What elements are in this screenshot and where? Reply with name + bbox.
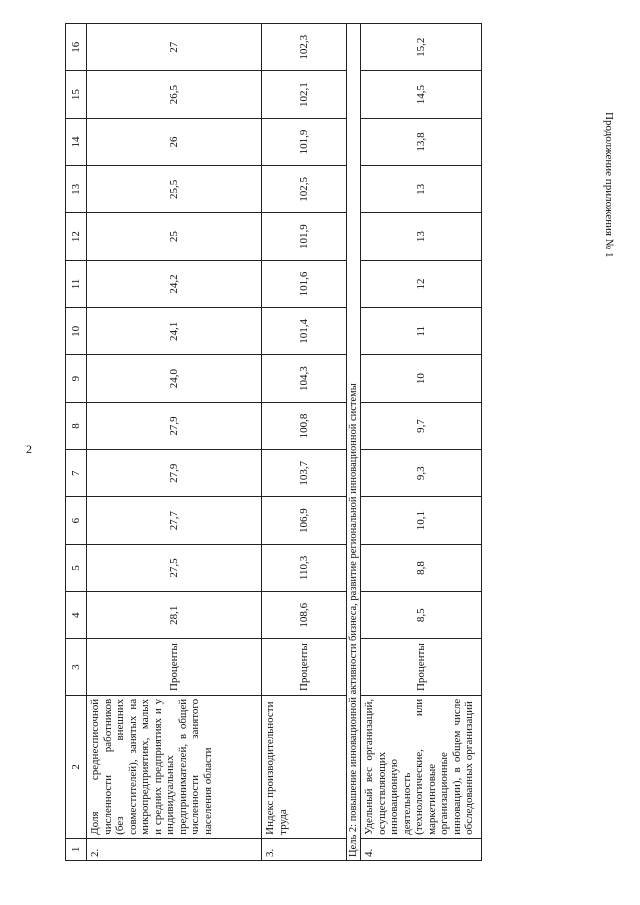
value-cell: 13,8 [361, 118, 482, 165]
header-cell: 16 [66, 24, 87, 72]
value-cell: 14,5 [361, 71, 482, 118]
value-cell: 24,1 [87, 308, 262, 355]
unit-cell: Проценты [361, 639, 482, 695]
value-cell: 10 [361, 355, 482, 402]
indicators-table [65, 23, 482, 861]
value-cell: 10,1 [361, 497, 482, 544]
value-cell: 8,8 [361, 544, 482, 591]
value-cell: 27,9 [87, 450, 262, 497]
header-cell: 12 [66, 213, 87, 260]
value-cell: 110,3 [262, 544, 347, 591]
header-cell: 3 [66, 639, 87, 695]
header-cell: 7 [66, 450, 87, 497]
value-cell: 101,9 [262, 118, 347, 165]
appendix-note-text: Продолжение приложения № 1 [603, 112, 615, 258]
value-cell: 102,1 [262, 71, 347, 118]
header-cell: 5 [66, 544, 87, 591]
row-number: 3. [262, 838, 347, 860]
value-cell: 27 [87, 24, 262, 72]
indicator-name: Удельный вес организаций, осуществляющих инновационную деятельность (технологические, или маркетинговые организационные инновации), в общем числе обследованных организаций [361, 695, 482, 838]
goal-row [347, 24, 361, 861]
value-cell: 8,5 [361, 592, 482, 639]
header-row [66, 24, 87, 861]
header-cell: 13 [66, 166, 87, 213]
unit-cell: Проценты [87, 639, 262, 695]
value-cell: 108,6 [262, 592, 347, 639]
value-cell: 103,7 [262, 450, 347, 497]
row-number: 4. [361, 838, 482, 860]
indicator-name: Доля среднесписочной численности работников (без внешних совместителей), занятых на микропредприятиях, малых и средних предприятиях и у индивидуальных предпринимателей, в общей численности занятого населения области [87, 695, 262, 838]
header-cell: 8 [66, 402, 87, 449]
header-cell: 14 [66, 118, 87, 165]
value-cell: 12 [361, 260, 482, 307]
value-cell: 15,2 [361, 24, 482, 72]
header-cell: 4 [66, 592, 87, 639]
value-cell: 26 [87, 118, 262, 165]
value-cell: 9,3 [361, 450, 482, 497]
value-cell: 13 [361, 213, 482, 260]
value-cell: 24,0 [87, 355, 262, 402]
value-cell: 9,7 [361, 402, 482, 449]
value-cell: 101,9 [262, 213, 347, 260]
header-cell: 1 [66, 838, 87, 860]
value-cell: 102,5 [262, 166, 347, 213]
value-cell: 26,5 [87, 71, 262, 118]
table-row [262, 24, 347, 861]
value-cell: 100,8 [262, 402, 347, 449]
header-cell: 10 [66, 308, 87, 355]
value-cell: 101,6 [262, 260, 347, 307]
value-cell: 101,4 [262, 308, 347, 355]
value-cell: 27,9 [87, 402, 262, 449]
table-row [87, 24, 262, 861]
goal-text: Цель 2: повышение инновационной активности бизнеса, развитие региональной инновационной системы [347, 24, 361, 861]
value-cell: 24,2 [87, 260, 262, 307]
unit-cell: Проценты [262, 639, 347, 695]
value-cell: 25 [87, 213, 262, 260]
value-cell: 13 [361, 166, 482, 213]
value-cell: 106,9 [262, 497, 347, 544]
header-cell: 6 [66, 497, 87, 544]
value-cell: 104,3 [262, 355, 347, 402]
value-cell: 25,5 [87, 166, 262, 213]
table-row [361, 24, 482, 861]
header-cell: 15 [66, 71, 87, 118]
header-cell: 2 [66, 695, 87, 838]
indicator-name: Индекс производительности труда [262, 695, 347, 838]
header-cell: 9 [66, 355, 87, 402]
page-number: 2 [26, 442, 32, 456]
value-cell: 11 [361, 308, 482, 355]
appendix-note [603, 112, 623, 312]
value-cell: 27,7 [87, 497, 262, 544]
value-cell: 102,3 [262, 24, 347, 72]
indicators-table-wrap [65, 23, 475, 861]
row-number: 2. [87, 838, 262, 860]
header-cell: 11 [66, 260, 87, 307]
value-cell: 28,1 [87, 592, 262, 639]
value-cell: 27,5 [87, 544, 262, 591]
